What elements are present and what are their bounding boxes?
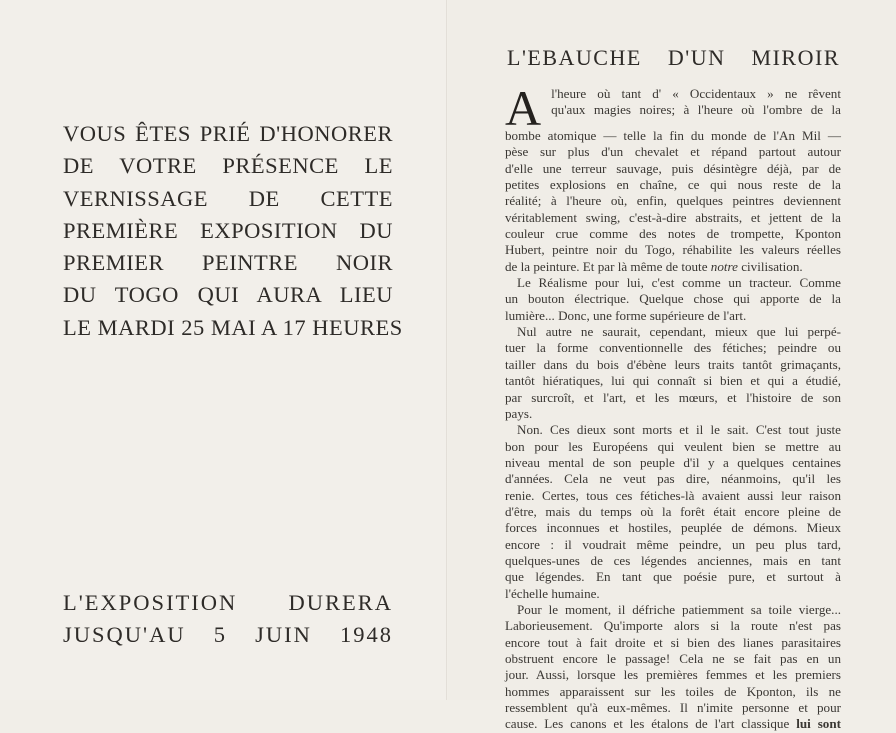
text-line: obstruent encore le passage! Cela ne se fait pas en un [505, 651, 841, 666]
text-line: d'être, mais du temps où la forêt était encore pleine de [505, 503, 841, 519]
article-title: L'EBAUCHE D'UN MIROIR [507, 45, 840, 70]
paragraph-3 [505, 324, 841, 422]
emphasis-text: notre [710, 258, 738, 274]
text-line: Hubert, peintre noir du Togo, réhabilite les valeurs réelles [505, 242, 841, 258]
paragraph-2 [505, 275, 841, 324]
text-line: bombe atomique — telle la fin du monde de l'An Mil — [505, 128, 841, 143]
text-line: renie. Certes, tous ces fétiches-là avaient aussi leur raison [505, 487, 841, 503]
paragraph-4 [505, 422, 841, 602]
invitation-line: PREMIÈRE EXPOSITION DU [63, 217, 393, 243]
paragraph-1 [505, 80, 841, 275]
left-page [0, 0, 447, 700]
text-line: véritablement swing, c'est-à-dire abstraits, et jettent de la [505, 209, 841, 225]
text-line: encore tout à fait droite et si bien des lianes parasitaires [505, 634, 841, 650]
text-line: petites explosions en chaîne, ce qui nous reste de la [505, 177, 841, 193]
text-line: tailler dans du bois d'ébène leurs traits tantôt grimaçants, [505, 356, 841, 372]
bold-text: lui sont [796, 716, 841, 732]
text-line: jour. Aussi, lorsque les premières femmes et les premiers [505, 667, 841, 683]
exhibition-duration [63, 587, 393, 651]
article-body [505, 80, 841, 733]
duration-line: L'EXPOSITION DURERA [63, 590, 393, 615]
text-line: un bouton électrique. Quelque chose qui apporte de la [505, 291, 841, 307]
paragraph-5 [505, 602, 841, 733]
invitation-line: DU TOGO QUI AURA LIEU [63, 282, 393, 308]
text-line: Nul autre ne saurait, cependant, mieux que lui perpé- [517, 324, 841, 340]
text-line: niveau mental de son peuple d'il y a quelques centaines [505, 454, 841, 470]
invitation-line: VERNISSAGE DE CETTE [63, 185, 393, 211]
text-line: bon pour les Européens qui veulent bien se mettre au [505, 438, 841, 454]
drop-cap: A [505, 80, 542, 136]
text-line: réalité; à l'heure où, enfin, quelques peintres deviennent [505, 193, 841, 209]
text-line: tuer la forme conventionnelle des fétiches; peindre ou [505, 340, 841, 356]
text-line [505, 716, 841, 732]
text-line: que légendes. En tant que poésie pure, et surtout à [505, 569, 841, 585]
invitation-line: VOUS ÊTES PRIÉ D'HONORER [63, 121, 393, 146]
invitation-line: PREMIER PEINTRE NOIR [63, 250, 393, 276]
text-line: forces inconnues et hostiles, peuplée de démons. Mieux [505, 520, 841, 536]
invitation-line: LE MARDI 25 MAI A 17 HEURES [63, 314, 403, 340]
text-run: de la peinture. Et par là même de toute [505, 258, 711, 274]
text-line [505, 259, 841, 275]
text-line: l'échelle humaine. [505, 585, 600, 601]
text-line: Pour le moment, il défriche patiemment sa toile vierge... [517, 601, 841, 617]
text-line: l'heure où tant d' « Occidentaux » ne rêvent [551, 86, 841, 101]
text-line: quelques-unes de ces légendes anciennes, mais en tant [505, 552, 841, 568]
text-run: civilisation. [737, 258, 803, 274]
text-line: hommes apparaissent sur les toiles de Kponton, ils ne [505, 683, 841, 699]
text-line: qu'aux magies noires; à l'heure où l'ombre de la [551, 102, 841, 118]
invitation-text [63, 118, 403, 344]
text-line: pèse sur plus d'un chevalet et répand partout autour [505, 144, 841, 160]
text-line: Non. Ces dieux sont morts et il le sait. C'est tout juste [517, 422, 841, 438]
text-line: Laborieusement. Qu'importe alors si la route n'est pas [505, 618, 841, 634]
text-line: d'elle une terreur sauvage, puis désintègre déjà, par de [505, 160, 841, 176]
text-line: tantôt hiératiques, lui qui connaît si bien et qui a étudié, [505, 373, 841, 389]
duration-line: JUSQU'AU 5 JUIN 1948 [63, 622, 393, 647]
text-line: couleur crue comme des notes de trompette, Kponton [505, 226, 841, 242]
text-run: cause. Les canons et les étalons de l'art classique [505, 716, 797, 732]
text-line: d'années. Cela ne veut pas dire, néanmoins, qu'il les [505, 471, 841, 487]
text-line: pays. [505, 405, 533, 421]
invitation-line: DE VOTRE PRÉSENCE LE [63, 153, 393, 179]
text-line: par surcroît, et l'art, et les mœurs, et l'histoire de son [505, 389, 841, 405]
text-line: ressemblent qu'à eux-mêmes. Il n'imite personne et pour [505, 700, 841, 716]
text-line: Le Réalisme pour lui, c'est comme un tracteur. Comme [517, 275, 841, 291]
text-line: lumière... Donc, une forme supérieure de l'art. [505, 307, 747, 323]
text-line: encore : il voudrait même peindre, un peu plus tard, [505, 536, 841, 552]
